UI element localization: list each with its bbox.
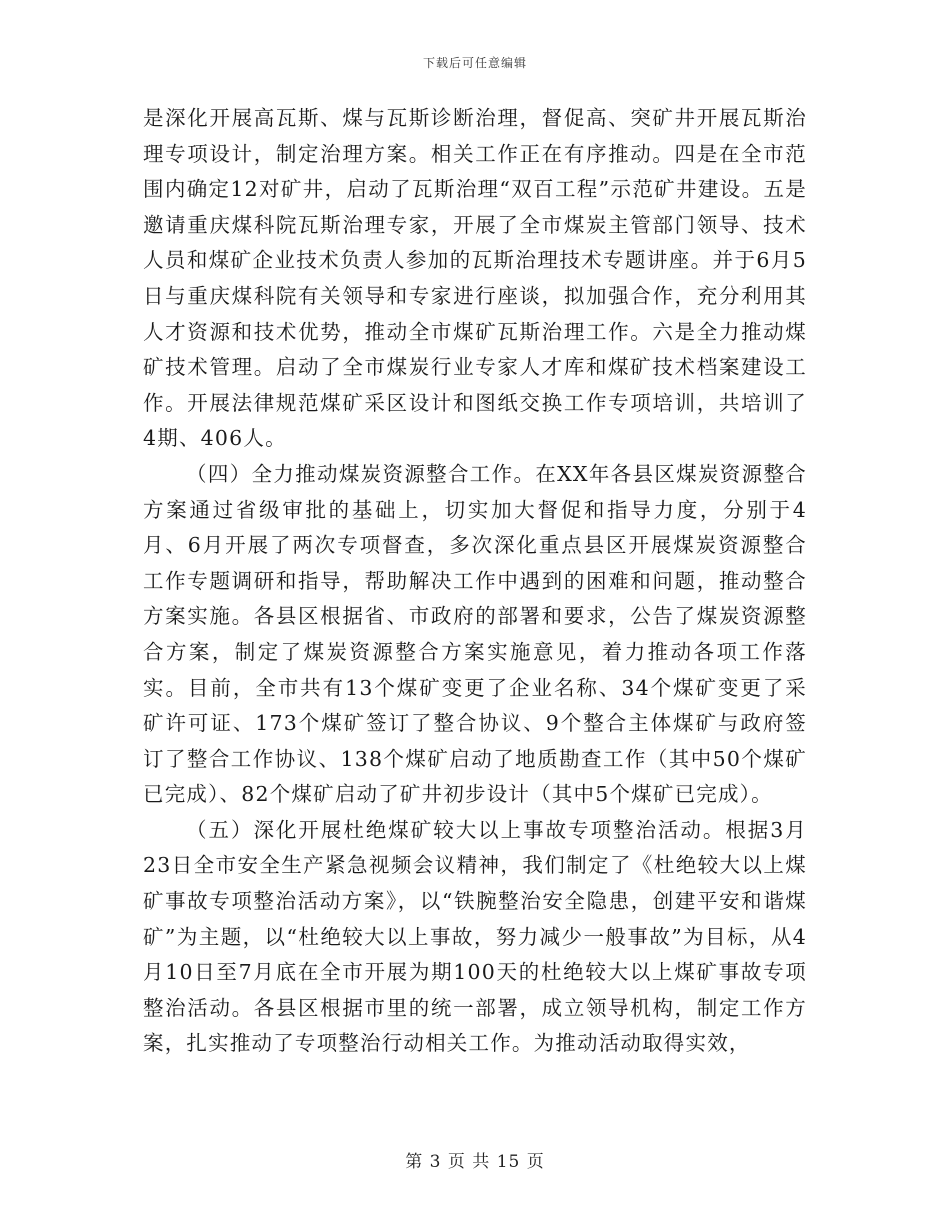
- paragraph-continuation: 是深化开展高瓦斯、煤与瓦斯诊断治理，督促高、突矿井开展瓦斯治理专项设计，制定治理方案。相关工作正在有序推动。四是在全市范围内确定12对矿井，启动了瓦斯治理“双百工程”示范矿井建设。五是邀请重庆煤科院瓦斯治理专家，开展了全市煤炭主管部门领导、技术人员和煤矿企业技术负责人参加的瓦斯治理技术专题讲座。并于6月5日与重庆煤科院有关领导和专家进行座谈，拟加强合作，充分利用其人才资源和技术优势，推动全市煤矿瓦斯治理工作。六是全力推动煤矿技术管理。启动了全市煤炭行业专家人才库和煤矿技术档案建设工作。开展法律规范煤矿采区设计和图纸交换工作专项培训，共培训了4期、406人。: [143, 106, 807, 451]
- paragraph-section-five: （五）深化开展杜绝煤矿较大以上事故专项整治活动。根据3月23日全市安全生产紧急视频会议精神，我们制定了《杜绝较大以上煤矿事故专项整治活动方案》，以“铁腕整治安全隐患，创建平安和谐煤矿”为主题，以“杜绝较大以上事故，努力减少一般事故”为目标，从4月10日至7月底在全市开展为期100天的杜绝较大以上煤矿事故专项整治活动。各县区根据市里的统一部署，成立领导机构，制定工作方案，扎实推动了专项整治行动相关工作。为推动活动取得实效，: [143, 817, 807, 1056]
- page-number-label: 第 3 页 共 15 页: [405, 1152, 545, 1172]
- document-body: [143, 101, 807, 1062]
- page-header: 下载后可任意编辑: [422, 56, 527, 70]
- page-footer: [0, 1147, 950, 1172]
- paragraph-section-four: （四）全力推动煤炭资源整合工作。在XX年各县区煤炭资源整合方案通过省级审批的基础上，切实加大督促和指导力度，分别于4月、6月开展了两次专项督查，多次深化重点县区开展煤炭资源整合工作专题调研和指导，帮助解决工作中遇到的困难和问题，推动整合方案实施。各县区根据省、市政府的部署和要求，公告了煤炭资源整合方案，制定了煤炭资源整合方案实施意见，着力推动各项工作落实。目前，全市共有13个煤矿变更了企业名称、34个煤矿变更了采矿许可证、173个煤矿签订了整合协议、9个整合主体煤矿与政府签订了整合工作协议、138个煤矿启动了地质勘查工作（其中50个煤矿已完成）、82个煤矿启动了矿井初步设计（其中5个煤矿已完成）。: [143, 461, 807, 807]
